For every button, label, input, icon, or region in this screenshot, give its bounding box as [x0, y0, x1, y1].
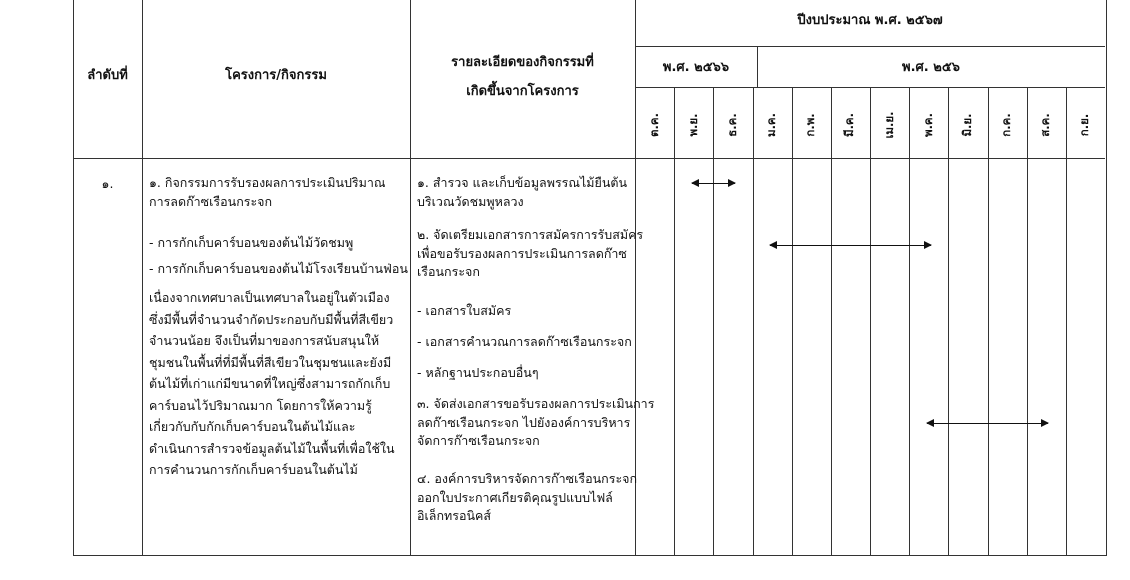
month-divider	[674, 87, 675, 555]
detail-line: ลดก๊าซเรือนกระจก ไปยังองค์การบริหาร	[417, 414, 631, 430]
detail-line: บริเวณวัดชมพูหลวง	[417, 193, 524, 209]
detail-line: ออกใบประกาศเกียรติคุณรูปแบบไฟล์	[417, 489, 613, 505]
project-paragraph-line: จำนวนน้อย จึงเป็นที่มาของการสนับสนุนให้	[149, 333, 380, 348]
detail-line: ๑. สำรวจ และเก็บข้อมูลพรรณไม้ยืนต้น	[417, 175, 628, 190]
month-label: ต.ค.	[646, 113, 661, 137]
month-divider	[713, 87, 714, 555]
detail-line: จัดการก๊าซเรือนกระจก	[417, 433, 540, 448]
row-number: ๑.	[101, 176, 114, 191]
header-detail-line1: รายละเอียดของกิจกรรมที่	[451, 55, 594, 70]
month-label: ก.ย.	[1077, 113, 1092, 137]
schedule-arrow	[692, 183, 735, 184]
project-paragraph-line: ซึ่งมีพื้นที่จำนวนจำกัดประกอบกับมีพื้นที่สีเขียว	[149, 311, 394, 327]
detail-step-3	[417, 395, 654, 451]
detail-step-1	[417, 174, 627, 211]
arrowhead-left-icon	[769, 241, 777, 249]
project-bullet: - การกักเก็บคาร์บอนของต้นไม้วัดชมพู	[149, 235, 354, 250]
month-label: มี.ค.	[842, 113, 857, 138]
month-divider	[948, 87, 949, 555]
project-title-line: การลดก๊าซเรือนกระจก	[149, 193, 273, 209]
detail-line: อิเล็กทรอนิคส์	[417, 508, 492, 523]
project-paragraph-line: ชุมชนในพื้นที่ที่มีพื้นที่สีเขียวในชุมชนและยังมี	[149, 354, 392, 370]
arrowhead-right-icon	[924, 241, 932, 249]
month-label: พ.ค.	[920, 113, 935, 138]
month-divider	[1027, 87, 1028, 555]
project-paragraph-line: เนื่องจากเทศบาลเป็นเทศบาลในอยู่ในตัวเมือง	[149, 290, 390, 305]
month-divider	[1066, 87, 1067, 555]
month-label: ก.ค.	[999, 113, 1014, 137]
project-title	[149, 174, 386, 211]
detail-line: - หลักฐานประกอบอื่นๆ	[417, 365, 539, 380]
month-label: ม.ค.	[764, 113, 779, 138]
month-divider	[792, 87, 793, 555]
detail-step-2	[417, 226, 643, 282]
schedule-arrow	[770, 245, 931, 246]
month-divider	[909, 87, 910, 555]
detail-line: ๒. จัดเตรียมเอกสารการสมัครการรับสมัคร	[417, 227, 644, 242]
detail-doc-calculation	[417, 333, 632, 352]
month-divider	[831, 87, 832, 555]
arrowhead-left-icon	[926, 419, 934, 427]
month-label: พ.ย.	[685, 113, 700, 137]
detail-doc-evidence	[417, 364, 539, 383]
project-paragraph-line: คาร์บอนไว้ปริมาณมาก โดยการให้ความรู้	[149, 397, 372, 413]
schedule-arrow	[927, 423, 1049, 424]
header-budget-year: ปีงบประมาณ พ.ศ. ๒๕๖๗	[797, 13, 943, 28]
detail-step-4	[417, 470, 637, 526]
project-paragraph	[149, 287, 395, 481]
arrowhead-right-icon	[728, 179, 736, 187]
header-year-a: พ.ศ. ๒๕๖๖	[662, 60, 730, 75]
month-divider	[988, 87, 989, 555]
month-divider	[870, 87, 871, 555]
detail-line: ๔. องค์การบริหารจัดการก๊าซเรือนกระจก	[417, 471, 638, 486]
detail-doc-application	[417, 302, 511, 321]
rule-below-header	[73, 158, 1105, 159]
month-divider	[753, 87, 754, 555]
project-paragraph-line: การคำนวนการกักเก็บคาร์บอนในต้นไม้	[149, 462, 358, 477]
header-year-b: พ.ศ. ๒๕๖	[902, 60, 960, 75]
detail-line: ๓. จัดส่งเอกสารขอรับรองผลการประเมินการ	[417, 396, 655, 411]
project-title-line: ๑. กิจกรรมการรับรองผลการประเมินปริมาณ	[149, 175, 386, 190]
month-label: ธ.ค.	[724, 113, 739, 137]
month-label: ส.ค.	[1038, 113, 1053, 137]
detail-line: - เอกสารใบสมัคร	[417, 303, 512, 318]
project-bullet: - การกักเก็บคาร์บอนของต้นไม้โรงเรียนบ้านฟ่อน	[149, 261, 408, 276]
detail-line: เพื่อขอรับรองผลการประเมินการลดก๊าซ	[417, 245, 627, 261]
detail-line: - เอกสารคำนวณการลดก๊าซเรือนกระจก	[417, 334, 632, 349]
month-label: มิ.ย.	[959, 113, 974, 137]
rule-below-budget-year	[635, 46, 1105, 47]
arrowhead-right-icon	[1041, 419, 1049, 427]
project-paragraph-line: เกี่ยวกับกับกักเก็บคาร์บอนในต้นไม้และ	[149, 419, 356, 434]
project-paragraph-line: ดำเนินการสำรวจข้อมูลต้นไม้ในพื้นที่เพื่อใช้ใน	[149, 440, 395, 456]
header-no: ลำดับที่	[87, 68, 128, 83]
header-project: โครงการ/กิจกรรม	[225, 68, 327, 83]
month-label: ก.พ.	[803, 113, 818, 137]
arrowhead-left-icon	[691, 179, 699, 187]
detail-line: เรือนกระจก	[417, 264, 480, 279]
project-bullets	[149, 230, 408, 282]
month-label: เม.ย.	[881, 111, 896, 139]
header-detail-line2: เกิดขึ้นจากโครงการ	[466, 84, 579, 99]
project-paragraph-line: ต้นไม้ที่เก่าแก่มีขนาดที่ใหญ่ซึ่งสามารถกักเก็บ	[149, 376, 391, 391]
